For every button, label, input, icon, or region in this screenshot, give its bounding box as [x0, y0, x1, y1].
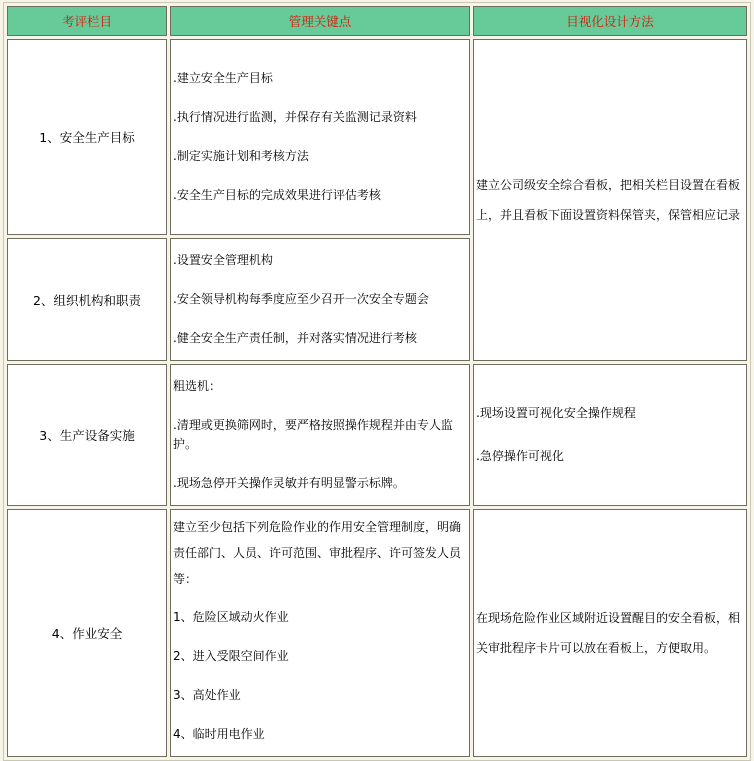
category-cell: 2、组织机构和职责 [7, 238, 167, 361]
header-cell-keypoints: 管理关键点 [170, 6, 470, 36]
keypoint-item: .制定实施计划和考核方法 [173, 149, 309, 163]
table-row-production-equipment [7, 364, 747, 506]
keypoint-item: .安全生产目标的完成效果进行评估考核 [173, 188, 381, 202]
table-row-work-safety [7, 509, 747, 757]
safety-evaluation-table [3, 2, 751, 761]
header-row [7, 6, 747, 36]
keypoints-cell [170, 39, 470, 235]
method-cell [473, 364, 747, 506]
keypoint-item: 粗选机： [173, 379, 222, 393]
header-cell-method: 目视化设计方法 [473, 6, 747, 36]
category-cell: 4、作业安全 [7, 509, 167, 757]
keypoint-item: 1、危险区域动火作业 [173, 610, 289, 624]
keypoint-item: .清理或更换筛网时，要严格按照操作规程并由专人监护。 [173, 418, 453, 451]
method-item: .急停操作可视化 [476, 449, 564, 463]
keypoint-item: .设置安全管理机构 [173, 253, 273, 267]
method-item: .现场设置可视化安全操作规程 [476, 406, 636, 420]
keypoints-cell [170, 238, 470, 361]
keypoint-item: 2、进入受限空间作业 [173, 649, 289, 663]
keypoint-item: .健全安全生产责任制，并对落实情况进行考核 [173, 331, 417, 345]
method-cell [473, 509, 747, 757]
method-text: 建立公司级安全综合看板，把相关栏目设置在看板上，并且看板下面设置资料保管夹，保管相应记录 [476, 178, 741, 222]
header-cell-category: 考评栏目 [7, 6, 167, 36]
category-cell: 3、生产设备实施 [7, 364, 167, 506]
keypoint-intro: 建立至少包括下列危险作业的作用安全管理制度，明确责任部门、人员、许可范围、审批程序、许可签发人员等： [173, 520, 462, 586]
keypoint-item: .现场急停开关操作灵敏并有明显警示标牌。 [173, 476, 405, 490]
keypoint-item: .安全领导机构每季度应至少召开一次安全专题会 [173, 292, 429, 306]
keypoint-item: 3、高处作业 [173, 688, 241, 702]
table-row-safety-production-goals [7, 39, 747, 235]
keypoints-cell [170, 509, 470, 757]
method-text: 在现场危险作业区域附近设置醒目的安全看板，相关审批程序卡片可以放在看板上，方便取用。 [476, 611, 741, 655]
method-cell-merged [473, 39, 747, 361]
keypoint-item: .建立安全生产目标 [173, 71, 273, 85]
keypoints-cell [170, 364, 470, 506]
keypoint-item: 4、临时用电作业 [173, 727, 265, 741]
keypoint-item: .执行情况进行监测，并保存有关监测记录资料 [173, 110, 417, 124]
category-cell: 1、安全生产目标 [7, 39, 167, 235]
